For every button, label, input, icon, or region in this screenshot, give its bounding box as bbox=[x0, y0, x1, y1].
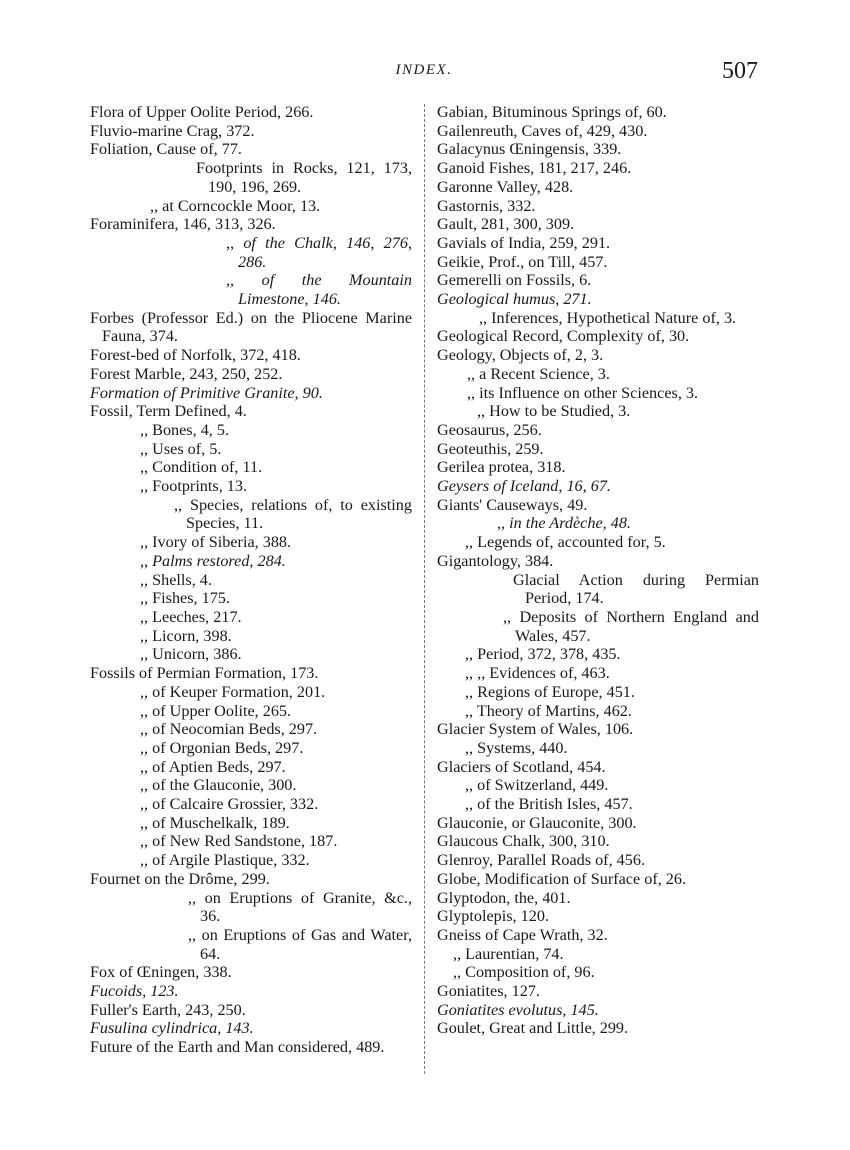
index-entry: Geology, Objects of, 2, 3. bbox=[437, 346, 604, 365]
index-entry: Goniatites, 127. bbox=[437, 982, 540, 1001]
index-entry: Geosaurus, 256. bbox=[437, 420, 542, 439]
index-entry: ,, of the British Isles, 457. bbox=[465, 795, 633, 814]
index-entry: ,, How to be Studied, 3. bbox=[477, 402, 631, 421]
index-entry: Geysers of Iceland, 16, 67. bbox=[437, 477, 611, 496]
index-entry: ,, Bones, 4, 5. bbox=[140, 420, 230, 439]
running-title: INDEX. bbox=[395, 62, 453, 78]
index-entry: Gavials of India, 259, 291. bbox=[437, 233, 611, 252]
index-entry: ,, Uses of, 5. bbox=[140, 439, 222, 458]
index-entry: ,, on Eruptions of Gas and Water, 64. bbox=[188, 925, 412, 963]
index-entry: Geological Record, Complexity of, 30. bbox=[437, 327, 690, 346]
index-entry: Formation of Primitive Granite, 90. bbox=[90, 383, 323, 402]
index-entry: Geikie, Prof., on Till, 457. bbox=[437, 252, 608, 271]
index-entry: Ganoid Fishes, 181, 217, 246. bbox=[437, 159, 632, 178]
index-entry: ,, of Switzerland, 449. bbox=[465, 776, 609, 795]
index-entry: ,, Footprints, 13. bbox=[140, 477, 248, 496]
page-number: 507 bbox=[722, 58, 758, 84]
index-entry: ,, Composition of, 96. bbox=[453, 963, 595, 982]
index-entry: ,, Deposits of Northern England and Wales, 457. bbox=[503, 607, 759, 645]
index-entry: Fournet on the Drôme, 299. bbox=[90, 869, 270, 888]
index-entry: ,, its Influence on other Sciences, 3. bbox=[467, 383, 699, 402]
index-entry: ,, Ivory of Siberia, 388. bbox=[140, 533, 292, 552]
index-entry: Foliation, Cause of, 77. bbox=[90, 140, 242, 159]
index-entry: Gemerelli on Fossils, 6. bbox=[437, 271, 592, 290]
index-entry: ,, on Eruptions of Granite, &c., 36. bbox=[188, 888, 412, 926]
index-entry: Glenroy, Parallel Roads of, 456. bbox=[437, 851, 645, 870]
page-header bbox=[90, 58, 758, 88]
index-entry: ,, Laurentian, 74. bbox=[453, 944, 564, 963]
index-entry: ,, of Keuper Formation, 201. bbox=[140, 682, 326, 701]
index-entry: ,, Fishes, 175. bbox=[140, 589, 230, 608]
index-entry: Glauconie, or Glauconite, 300. bbox=[437, 813, 637, 832]
index-entry: Fucoids, 123. bbox=[90, 982, 179, 1001]
index-entry: ,, of Calcaire Grossier, 332. bbox=[140, 795, 319, 814]
index-entry: Geological humus, 271. bbox=[437, 290, 592, 309]
index-entry: ,, Species, relations of, to existing Species, 11. bbox=[174, 495, 412, 533]
index-entry: ,, of New Red Sandstone, 187. bbox=[140, 832, 338, 851]
index-entry: ,, Leeches, 217. bbox=[140, 607, 242, 626]
index-entry: ,, of Muschelkalk, 189. bbox=[140, 813, 290, 832]
index-entry: Glacial Action during Permian Period, 174. bbox=[513, 570, 759, 608]
index-entry: ,, of Aptien Beds, 297. bbox=[140, 757, 286, 776]
index-entry: Gneiss of Cape Wrath, 32. bbox=[437, 925, 608, 944]
index-entry: Gailenreuth, Caves of, 429, 430. bbox=[437, 121, 648, 140]
index-entry: ,, of the Glauconie, 300. bbox=[140, 776, 297, 795]
index-entry: Glaciers of Scotland, 454. bbox=[437, 757, 606, 776]
index-entry: Galacynus Œningensis, 339. bbox=[437, 140, 622, 159]
index-entry: ,, of Upper Oolite, 265. bbox=[140, 701, 292, 720]
index-entry: ,, at Corncockle Moor, 13. bbox=[150, 196, 321, 215]
index-entry: Forest-bed of Norfolk, 372, 418. bbox=[90, 346, 301, 365]
index-entry: ,, Systems, 440. bbox=[465, 738, 568, 757]
index-entry: Glyptodon, the, 401. bbox=[437, 888, 571, 907]
index-entry: ,, of Neocomian Beds, 297. bbox=[140, 720, 318, 739]
index-entry: Fusulina cylindrica, 143. bbox=[90, 1019, 254, 1038]
index-entry: Forest Marble, 243, 250, 252. bbox=[90, 364, 283, 383]
index-entry: ,, of the Mountain Limestone, 146. bbox=[226, 271, 412, 309]
index-column-left bbox=[90, 103, 412, 1057]
index-entry: Fuller's Earth, 243, 250. bbox=[90, 1000, 246, 1019]
index-entry: Gigantology, 384. bbox=[437, 551, 554, 570]
index-entry: ,, of the Chalk, 146, 276, 286. bbox=[226, 233, 412, 271]
index-entry: Gerilea protea, 318. bbox=[437, 458, 566, 477]
index-entry: Fossil, Term Defined, 4. bbox=[90, 402, 247, 421]
index-entry: Footprints in Rocks, 121, 173, 190, 196, 269. bbox=[196, 159, 412, 196]
index-entry: ,, of Orgonian Beds, 297. bbox=[140, 738, 304, 757]
index-entry: Globe, Modification of Surface of, 26. bbox=[437, 869, 687, 888]
index-entry: ,, Unicorn, 386. bbox=[140, 645, 242, 664]
index-entry: Glacier System of Wales, 106. bbox=[437, 720, 634, 739]
index-entry: Flora of Upper Oolite Period, 266. bbox=[90, 103, 314, 121]
index-entry: ,, Period, 372, 378, 435. bbox=[465, 645, 621, 664]
index-entry: Goniatites evolutus, 145. bbox=[437, 1000, 599, 1019]
index-entry: Giants' Causeways, 49. bbox=[437, 495, 588, 514]
index-entry: ,, Regions of Europe, 451. bbox=[465, 682, 635, 701]
index-entry: ,, Shells, 4. bbox=[140, 570, 212, 589]
index-entry: Fossils of Permian Formation, 173. bbox=[90, 664, 319, 683]
index-entry: Garonne Valley, 428. bbox=[437, 177, 574, 196]
index-entry: ,, Licorn, 398. bbox=[140, 626, 232, 645]
index-entry: Foraminifera, 146, 313, 326. bbox=[90, 215, 276, 234]
index-entry: Gault, 281, 300, 309. bbox=[437, 215, 575, 234]
index-entry: ,, ,, Evidences of, 463. bbox=[465, 664, 610, 683]
index-column-right bbox=[437, 103, 759, 1038]
index-entry: ,, a Recent Science, 3. bbox=[467, 364, 610, 383]
index-entry: Fox of Œningen, 338. bbox=[90, 963, 232, 982]
index-entry: Geoteuthis, 259. bbox=[437, 439, 544, 458]
index-entry: ,, of Argile Plastique, 332. bbox=[140, 851, 310, 870]
index-entry: Fluvio-marine Crag, 372. bbox=[90, 121, 255, 140]
index-entry: Glyptolepis, 120. bbox=[437, 907, 549, 926]
index-entry: ,, Theory of Martins, 462. bbox=[465, 701, 632, 720]
index-entry: Glaucous Chalk, 300, 310. bbox=[437, 832, 610, 851]
index-entry: ,, in the Ardèche, 48. bbox=[497, 514, 631, 533]
index-entry: ,, Condition of, 11. bbox=[140, 458, 263, 477]
index-entry: Future of the Earth and Man considered, 489. bbox=[90, 1038, 385, 1057]
index-entry: Forbes (Professor Ed.) on the Pliocene Marine Fauna, 374. bbox=[90, 308, 412, 346]
index-entry: Gastornis, 332. bbox=[437, 196, 536, 215]
index-entry: Gabian, Bituminous Springs of, 60. bbox=[437, 103, 667, 121]
index-entry: ,, Palms restored, 284. bbox=[140, 551, 286, 570]
index-entry: ,, Inferences, Hypothetical Nature of, 3. bbox=[479, 308, 737, 327]
index-entry: Goulet, Great and Little, 299. bbox=[437, 1019, 629, 1038]
column-divider bbox=[424, 104, 425, 1074]
index-entry: ,, Legends of, accounted for, 5. bbox=[465, 533, 666, 552]
